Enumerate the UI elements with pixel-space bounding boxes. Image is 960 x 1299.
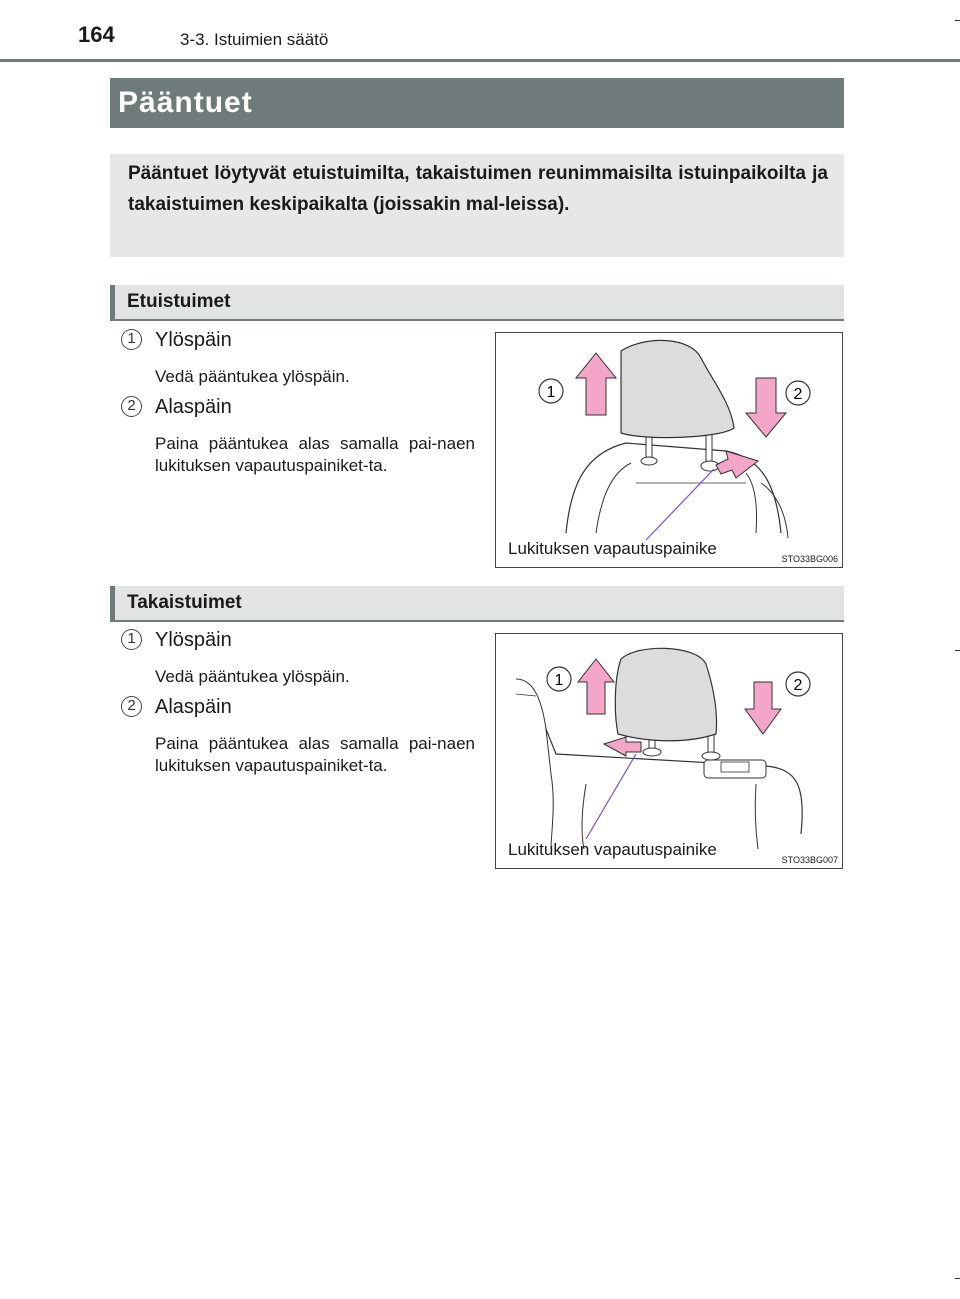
down-arrow-icon xyxy=(746,378,786,437)
up-arrow-icon xyxy=(578,659,614,714)
crop-mark xyxy=(955,650,960,651)
callout-1-label: 1 xyxy=(546,384,556,401)
down-arrow-icon xyxy=(745,682,781,734)
section-breadcrumb: 3-3. Istuimien säätö xyxy=(180,30,329,49)
number-1-icon: 1 xyxy=(121,629,142,650)
crop-mark xyxy=(955,1278,960,1279)
figure-code: STO33BG007 xyxy=(781,855,838,865)
intro-text: Pääntuet löytyvät etuistuimilta, takaistuimen reunimmaisilta istuinpaikoilta ja takaistuimen keskipaikalta (joissakin mal-leissa). xyxy=(110,154,844,257)
rear-headrest-figure xyxy=(495,633,843,869)
crop-mark xyxy=(955,20,960,21)
press-arrow-icon xyxy=(716,451,758,478)
heading-bar xyxy=(110,586,115,620)
figure-label: Lukituksen vapautuspainike xyxy=(508,840,717,859)
item-description: Paina pääntukea alas samalla pai-naen lukituksen vapautuspainiket-ta. xyxy=(155,434,475,475)
item-title: Alaspäin xyxy=(155,696,232,718)
front-seat-illustration xyxy=(496,333,843,568)
header-rule xyxy=(0,59,960,62)
section-heading-front xyxy=(110,285,844,321)
figure-code: STO33BG006 xyxy=(781,554,838,564)
callout-2-label: 2 xyxy=(793,386,803,403)
item-title: Ylöspäin xyxy=(155,629,232,651)
item-description: Vedä pääntukea ylöspäin. xyxy=(155,667,350,686)
page-number: 164 xyxy=(78,22,115,47)
up-arrow-icon xyxy=(576,353,616,415)
item-title: Alaspäin xyxy=(155,396,232,418)
item-description: Vedä pääntukea ylöspäin. xyxy=(155,367,350,386)
section-heading-label: Takaistuimet xyxy=(127,592,242,613)
callout-1-label: 1 xyxy=(554,672,564,689)
number-2-icon: 2 xyxy=(121,396,142,417)
rear-seat-illustration xyxy=(496,634,843,869)
callout-2-label: 2 xyxy=(793,677,803,694)
number-2-icon: 2 xyxy=(121,696,142,717)
page-title: Pääntuet xyxy=(110,78,844,128)
front-headrest-figure xyxy=(495,332,843,568)
number-1-icon: 1 xyxy=(121,329,142,350)
press-arrow-icon xyxy=(604,737,641,756)
section-heading-label: Etuistuimet xyxy=(127,291,231,312)
section-heading-rear xyxy=(110,586,844,622)
item-description: Paina pääntukea alas samalla pai-naen lukituksen vapautuspainiket-ta. xyxy=(155,734,475,775)
heading-bar xyxy=(110,285,115,319)
figure-label: Lukituksen vapautuspainike xyxy=(508,539,717,558)
item-title: Ylöspäin xyxy=(155,329,232,351)
